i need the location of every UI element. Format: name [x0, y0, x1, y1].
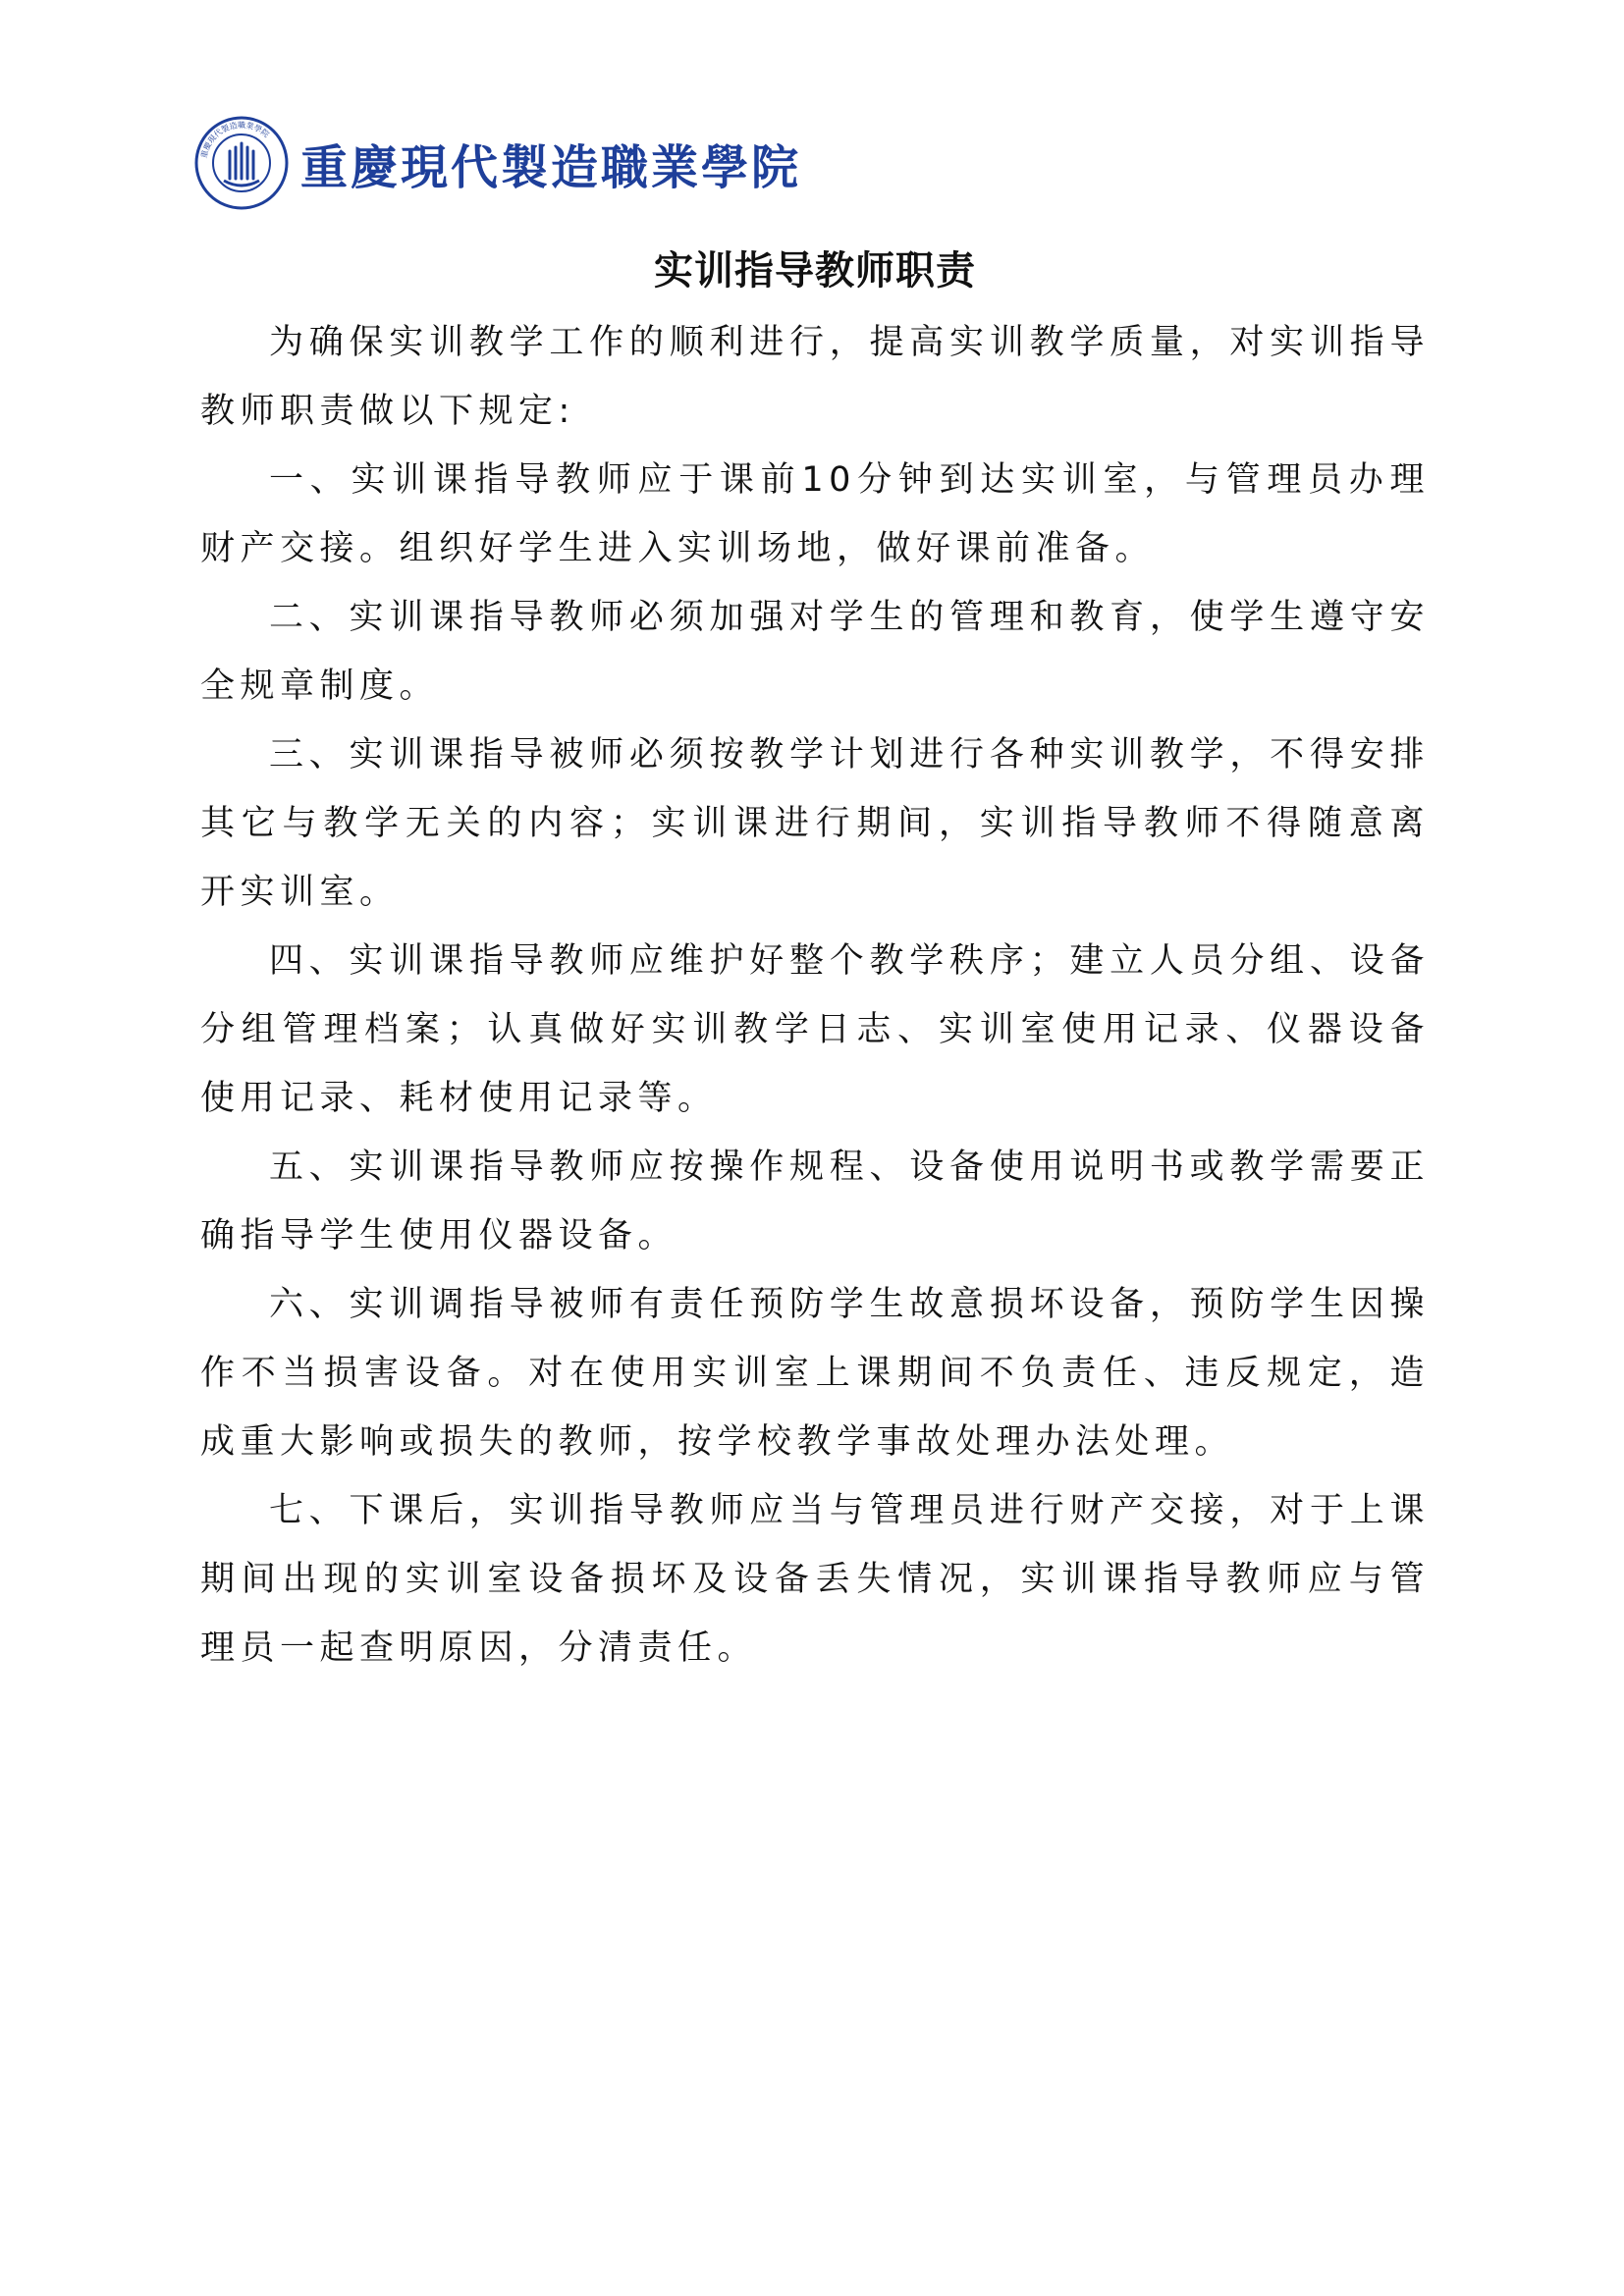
logo-ring-text: 重慶現代製造職業學院 [199, 120, 271, 159]
document-body [200, 240, 1430, 1682]
document-title: 实训指导教师职责 [654, 248, 976, 294]
school-name: 重慶現代製造職業學院 [300, 139, 802, 195]
rule-paragraph-6: 六、实训调指导被师有责任预防学生故意损坏设备，预防学生因操作不当损害设备。对在使用实训室上课期间不负责任、违反规定，造成重大影响或损失的教师，按学校教学事故处理办法处理。 [200, 1285, 1430, 1462]
rule-paragraph-1: 一、实训课指导教师应于课前10分钟到达实训室，与管理员办理财产交接。组织好学生进入实训场地，做好课前准备。 [200, 460, 1430, 568]
intro-paragraph: 为确保实训教学工作的顺利进行，提高实训教学质量，对实训指导教师职责做以下规定: [200, 323, 1430, 431]
rule-paragraph-4: 四、实训课指导教师应维护好整个教学秩序；建立人员分组、设备分组管理档案；认真做好实训教学日志、实训室使用记录、仪器设备使用记录、耗材使用记录等。 [200, 941, 1430, 1118]
rule-paragraph-5: 五、实训课指导教师应按操作规程、设备使用说明书或教学需要正确指导学生使用仪器设备。 [200, 1148, 1430, 1255]
college-emblem-icon [194, 116, 289, 210]
rule-paragraph-7: 七、下课后，实训指导教师应当与管理员进行财产交接，对于上课期间出现的实训室设备损坏及设备丢失情况，实训课指导教师应与管理员一起查明原因，分清责任。 [200, 1491, 1430, 1668]
rule-paragraph-3: 三、实训课指导被师必须按教学计划进行各种实训教学，不得安排其它与教学无关的内容；实训课进行期间，实训指导教师不得随意离开实训室。 [200, 735, 1430, 912]
letterhead [194, 116, 801, 210]
rule-paragraph-2: 二、实训课指导教师必须加强对学生的管理和教育，使学生遵守安全规章制度。 [200, 598, 1430, 706]
